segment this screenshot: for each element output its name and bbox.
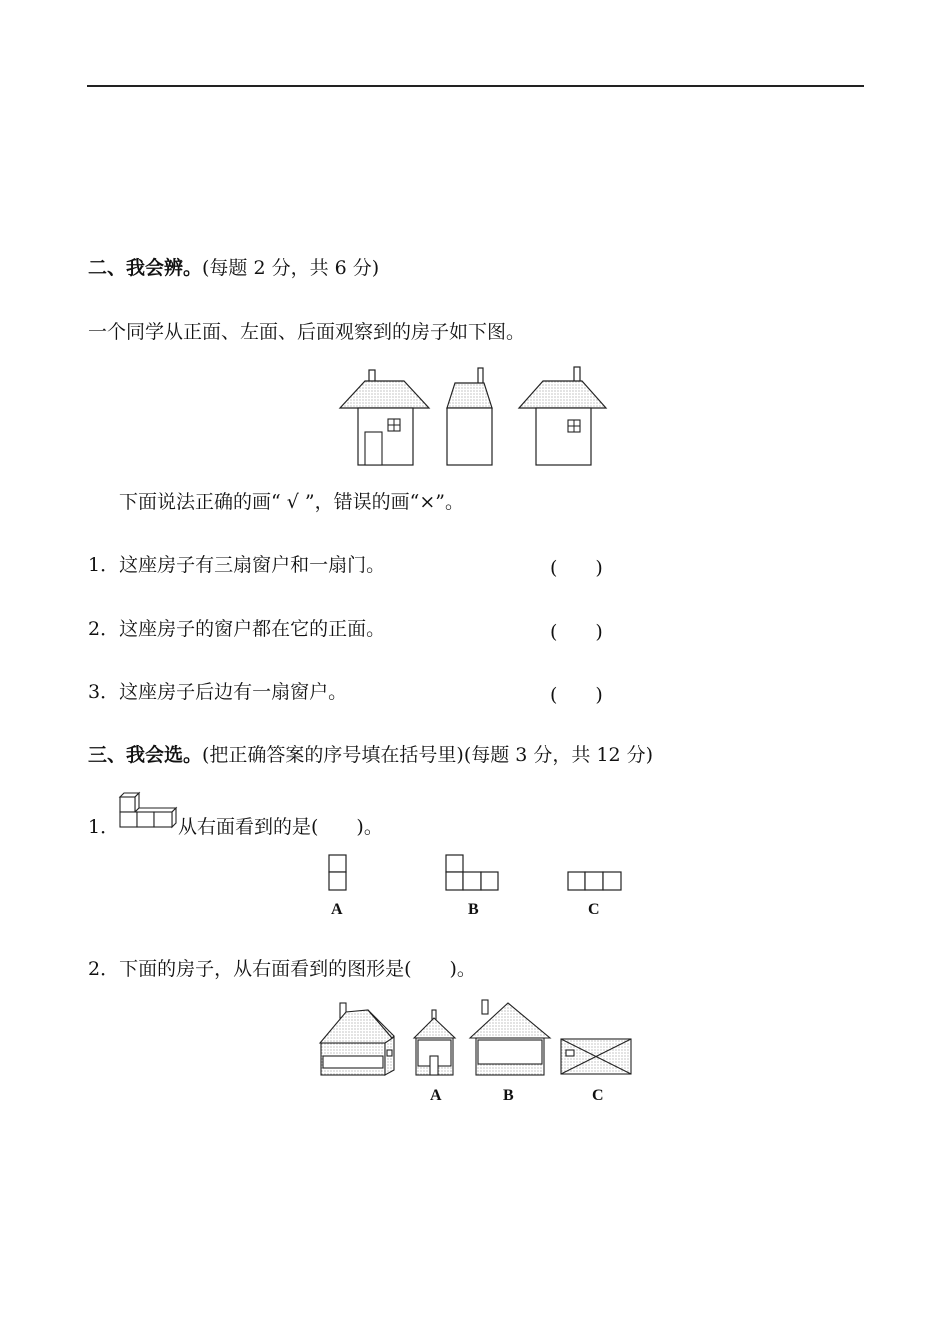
- section2-score: (每题 2 分，共 6 分): [202, 257, 380, 279]
- answer-blank-3[interactable]: ( ): [550, 684, 603, 706]
- q1-option-c[interactable]: C: [588, 901, 600, 918]
- q1-option-a-figure: [329, 855, 346, 890]
- q1-options-figure: [327, 854, 627, 894]
- section3-heading: 三、我会选。: [88, 744, 203, 766]
- cube-stack-figure: [118, 793, 178, 833]
- q1-option-a[interactable]: A: [331, 901, 343, 918]
- q2-house-3d: [320, 1003, 394, 1075]
- judge-item-3: [88, 680, 347, 704]
- item-number: 1．: [88, 554, 120, 576]
- q1-option-c-figure: [568, 872, 621, 890]
- answer-blank-2[interactable]: ( ): [550, 621, 603, 643]
- house-front-view: [340, 370, 429, 465]
- q2-option-c[interactable]: C: [592, 1087, 604, 1104]
- section3-heading-line: [88, 743, 653, 767]
- q1-text: 从右面看到的是( )。: [178, 816, 383, 838]
- q2-number: 2．: [88, 958, 120, 980]
- q2-option-a-figure: [414, 1010, 455, 1075]
- house-views-figure: [338, 366, 628, 466]
- section3-score: (把正确答案的序号填在括号里)(每题 3 分，共 12 分): [202, 744, 654, 766]
- q1-option-b-figure: [446, 855, 498, 890]
- q1-number: 1．: [88, 816, 120, 838]
- section2-intro: 一个同学从正面、左面、后面观察到的房子如下图。: [88, 321, 526, 343]
- q2-option-c-figure: [561, 1039, 631, 1074]
- q2-option-b-figure: [470, 1000, 550, 1075]
- q2-text: 下面的房子，从右面看到的图形是( )。: [119, 958, 476, 980]
- judge-item-2: [88, 617, 385, 641]
- top-rule: [87, 85, 864, 87]
- q2-line: [88, 957, 476, 981]
- item-number: 3．: [88, 681, 120, 703]
- item-text: 这座房子的窗户都在它的正面。: [119, 618, 386, 640]
- section2-heading: 二、我会辨。: [88, 257, 203, 279]
- q2-option-a[interactable]: A: [430, 1087, 442, 1104]
- section2-instruction: 下面说法正确的画“ √ ”，错误的画“×”。: [119, 491, 464, 513]
- section2-heading-line: [88, 256, 379, 280]
- item-number: 2．: [88, 618, 120, 640]
- judge-item-1: [88, 553, 385, 577]
- q2-houses-figure: [318, 998, 638, 1080]
- house-back-view: [519, 367, 606, 465]
- item-text: 这座房子后边有一扇窗户。: [119, 681, 348, 703]
- answer-blank-1[interactable]: ( ): [550, 557, 603, 579]
- q1-option-b[interactable]: B: [468, 901, 479, 918]
- q2-option-b[interactable]: B: [503, 1087, 514, 1104]
- house-left-view: [447, 368, 492, 465]
- item-text: 这座房子有三扇窗户和一扇门。: [119, 554, 386, 576]
